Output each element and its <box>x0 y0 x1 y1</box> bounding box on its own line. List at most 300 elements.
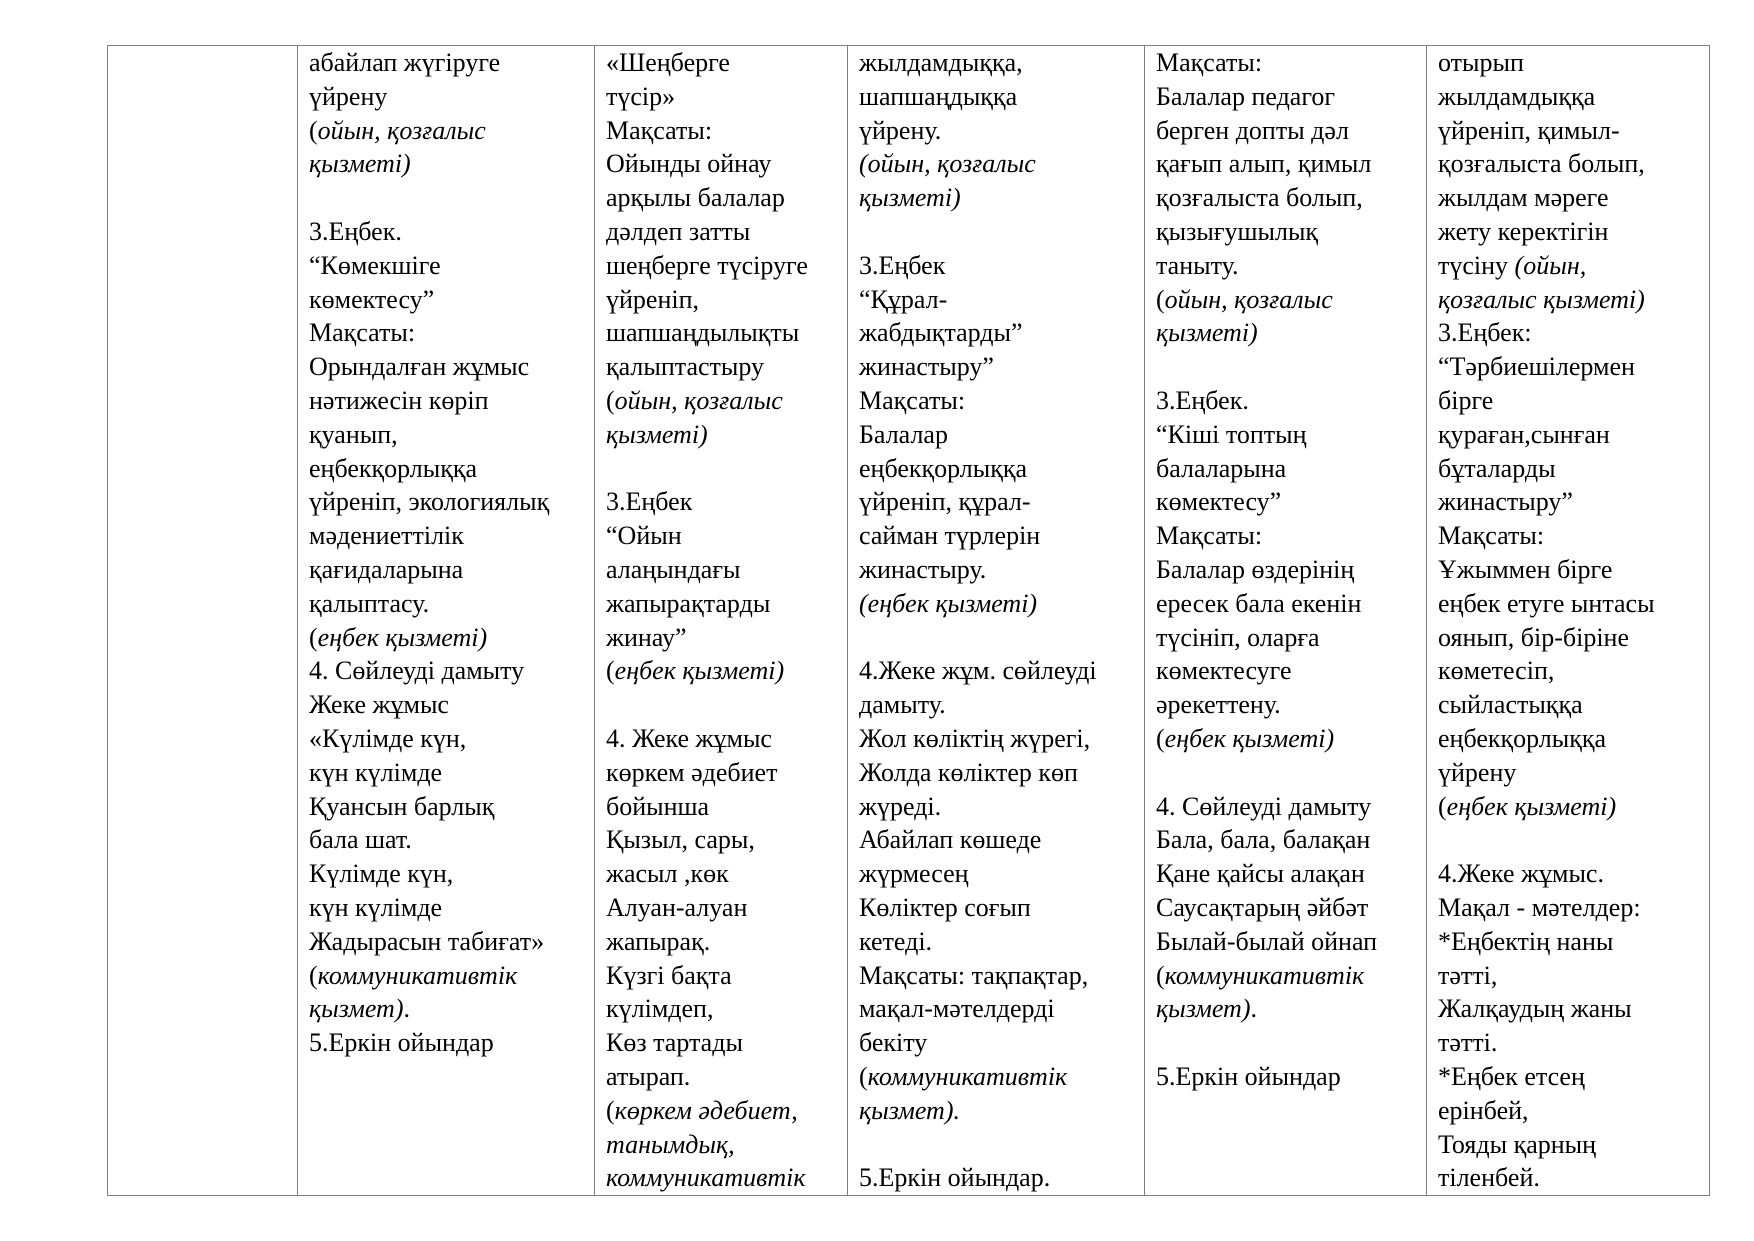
text-line <box>1438 1026 1709 1060</box>
text-segment: қызмет) <box>1156 994 1251 1024</box>
text-segment: Мақсаты: <box>859 385 966 415</box>
blank-line <box>1156 1026 1426 1060</box>
text-line <box>1156 621 1426 655</box>
text-segment: абайлап жүгіруге <box>309 48 501 77</box>
text-line <box>1438 80 1709 114</box>
text-segment: қуанып, <box>309 419 398 449</box>
text-line <box>309 316 594 350</box>
text-line <box>859 519 1144 553</box>
blank-line <box>309 181 594 215</box>
text-line <box>606 485 847 519</box>
text-segment: Жолда көліктер көп <box>859 757 1078 787</box>
text-segment: күлімдеп, <box>606 994 714 1024</box>
text-line <box>859 654 1144 688</box>
text-segment: үйрену <box>309 81 388 111</box>
text-segment: ( <box>309 115 318 145</box>
blank-line <box>1156 756 1426 790</box>
text-segment: ( <box>606 1095 615 1125</box>
text-line <box>1438 654 1709 688</box>
monday-cell <box>298 46 595 1196</box>
text-line <box>309 959 594 993</box>
text-segment: жасыл ,көк <box>606 859 729 889</box>
text-segment: Балалар <box>859 419 948 449</box>
text-line <box>309 857 594 891</box>
text-line <box>606 350 847 384</box>
text-line <box>859 181 1144 215</box>
text-segment: ( <box>309 960 318 990</box>
text-line <box>1156 857 1426 891</box>
text-segment: нәтижесін көріп <box>309 385 489 415</box>
text-segment: көркем әдебиет, <box>614 1095 798 1125</box>
text-segment: тәтті. <box>1438 1028 1498 1058</box>
text-segment: бірге <box>1438 385 1494 415</box>
text-line <box>606 80 847 114</box>
text-segment: қызметі) <box>859 183 961 213</box>
text-line <box>606 1026 847 1060</box>
text-line <box>1438 418 1709 452</box>
text-segment: Жол көліктің жүрегі, <box>859 723 1091 753</box>
text-segment: 3.Еңбек: <box>1438 318 1532 348</box>
text-line <box>309 80 594 114</box>
text-line <box>1156 823 1426 857</box>
text-line <box>1156 316 1426 350</box>
text-segment: жету керектігін <box>1438 216 1609 246</box>
text-segment: тіленбей. <box>1438 1163 1540 1193</box>
text-line <box>309 654 594 688</box>
text-segment: Балалар өздерінің <box>1156 554 1355 584</box>
text-segment: 5.Еркін ойындар <box>309 1028 494 1058</box>
text-segment: 4.Жеке жұм. сөйлеуді <box>859 656 1097 686</box>
text-line <box>606 857 847 891</box>
text-line <box>859 857 1144 891</box>
text-line <box>1156 992 1426 1026</box>
text-segment: ойын, қозғалыс <box>614 385 783 415</box>
text-segment: Күлімде күн, <box>309 859 454 889</box>
text-line <box>1438 925 1709 959</box>
text-line <box>1156 519 1426 553</box>
text-segment: Абайлап көшеде <box>859 825 1042 855</box>
text-line <box>1156 654 1426 688</box>
text-segment: дамыту. <box>859 690 946 720</box>
text-line <box>859 147 1144 181</box>
text-line <box>859 722 1144 756</box>
text-segment: . <box>1250 994 1257 1024</box>
text-line <box>606 181 847 215</box>
text-line <box>606 722 847 756</box>
blank-line <box>1156 350 1426 384</box>
text-line <box>1156 181 1426 215</box>
text-segment: танымдық, <box>606 1129 735 1159</box>
text-line <box>1156 215 1426 249</box>
text-segment: Саусақтарың әйбәт <box>1156 892 1369 922</box>
blank-line <box>859 215 1144 249</box>
text-line <box>1438 756 1709 790</box>
text-segment: үйрену. <box>859 115 942 145</box>
text-segment: қозғалыс қызметі) <box>1438 284 1645 314</box>
text-segment: оянып, бір-біріне <box>1438 622 1630 652</box>
text-segment: Мақсаты: <box>1438 521 1545 551</box>
text-segment: Бала, бала, балақан <box>1156 825 1371 855</box>
text-line <box>309 891 594 925</box>
text-line <box>309 587 594 621</box>
text-segment: ( <box>1156 284 1165 314</box>
thursday-cell <box>1145 46 1427 1196</box>
text-line <box>859 249 1144 283</box>
wednesday-cell <box>848 46 1145 1196</box>
text-segment: ( <box>859 1061 868 1091</box>
text-segment: 4. Сөйлеуді дамыту <box>1156 791 1372 821</box>
text-segment: Көз тартады <box>606 1028 743 1058</box>
text-line <box>859 283 1144 317</box>
text-segment: шапшаңдылықты <box>606 318 800 348</box>
text-line <box>859 114 1144 148</box>
text-line <box>1438 485 1709 519</box>
text-segment: Ұжыммен бірге <box>1438 554 1613 584</box>
text-line <box>309 249 594 283</box>
text-segment: үйреніп, экологиялық <box>309 487 550 517</box>
text-line <box>1438 350 1709 384</box>
text-line <box>1438 688 1709 722</box>
text-segment: тәтті, <box>1438 960 1498 990</box>
blank-line <box>606 452 847 486</box>
text-segment: ( <box>606 385 615 415</box>
text-segment: көмектесу” <box>1156 487 1282 517</box>
text-line <box>859 350 1144 384</box>
text-segment: Қане қайсы алақан <box>1156 859 1365 889</box>
text-segment: 4.Жеке жұмыс. <box>1438 859 1604 889</box>
text-segment: еңбекқорлыққа <box>859 453 1028 483</box>
text-segment: күн күлімде <box>309 757 443 787</box>
text-segment: ( <box>309 622 318 652</box>
text-segment: жүрмесең <box>859 859 969 889</box>
text-segment: ересек бала екенін <box>1156 588 1362 618</box>
text-line <box>606 891 847 925</box>
text-line <box>859 1026 1144 1060</box>
text-segment: 3.Еңбек <box>606 487 693 517</box>
text-line <box>1438 891 1709 925</box>
text-line <box>309 992 594 1026</box>
text-segment: (еңбек қызметі) <box>859 588 1038 618</box>
text-line <box>309 147 594 181</box>
text-segment: жинастыру. <box>859 554 987 584</box>
text-segment: күн күлімде <box>309 892 443 922</box>
text-line <box>1438 46 1709 80</box>
text-line <box>1438 147 1709 181</box>
text-line <box>1438 519 1709 553</box>
text-line <box>859 485 1144 519</box>
plan-table <box>107 45 1710 1196</box>
text-line <box>309 215 594 249</box>
text-segment: Мақсаты: тақпақтар, <box>859 960 1089 990</box>
text-line <box>859 452 1144 486</box>
text-line <box>1438 621 1709 655</box>
text-segment: жүреді. <box>859 791 942 821</box>
text-segment: жылдамдыққа <box>1438 81 1596 111</box>
blank-line <box>606 688 847 722</box>
text-segment: 3.Еңбек. <box>1156 385 1249 415</box>
blank-line <box>859 1128 1144 1162</box>
text-segment: қызметі) <box>1156 318 1258 348</box>
text-line <box>606 823 847 857</box>
text-segment: көметесіп, <box>1438 656 1555 686</box>
text-segment: Тояды қарның <box>1438 1129 1597 1159</box>
text-segment: 5.Еркін ойындар. <box>859 1163 1051 1193</box>
text-segment: “Құрал- <box>859 284 948 314</box>
text-line <box>606 384 847 418</box>
text-line <box>309 46 594 80</box>
text-segment: көркем әдебиет <box>606 757 778 787</box>
text-line <box>606 1094 847 1128</box>
text-segment: Жеке жұмыс <box>309 690 449 720</box>
text-segment: ойын, қозғалыс <box>1164 284 1333 314</box>
text-segment: еңбекқорлыққа <box>309 453 478 483</box>
text-line <box>859 80 1144 114</box>
text-segment: сыйластыққа <box>1438 690 1583 720</box>
text-segment: коммуникативтік <box>606 1163 806 1193</box>
text-line <box>1156 688 1426 722</box>
text-line <box>606 553 847 587</box>
text-segment: Күзгі бақта <box>606 960 732 990</box>
text-segment: әрекеттену. <box>1156 690 1281 720</box>
text-line <box>1438 249 1709 283</box>
text-line <box>1156 452 1426 486</box>
text-segment: мәдениеттілік <box>309 521 464 551</box>
text-line <box>606 147 847 181</box>
text-segment: “Ойын <box>606 521 682 551</box>
text-line <box>606 959 847 993</box>
text-segment: үйреніп, қимыл- <box>1438 115 1620 145</box>
text-line <box>606 46 847 80</box>
text-line <box>859 790 1144 824</box>
text-segment: (ойын, <box>1514 250 1587 280</box>
text-segment: Ойынды ойнау <box>606 149 772 179</box>
text-segment: 4. Сөйлеуді дамыту <box>309 656 525 686</box>
text-line <box>1438 316 1709 350</box>
text-segment: алаңындағы <box>606 554 741 584</box>
text-line <box>1438 1094 1709 1128</box>
text-line <box>1156 925 1426 959</box>
text-segment: түсір» <box>606 81 676 111</box>
text-segment: бекіту <box>859 1028 928 1058</box>
text-segment: бойынша <box>606 791 710 821</box>
text-segment: *Еңбек етсең <box>1438 1061 1585 1091</box>
text-segment: . <box>403 994 410 1024</box>
text-line <box>859 316 1144 350</box>
text-line <box>606 790 847 824</box>
text-line <box>606 654 847 688</box>
text-segment: Былай-былай ойнап <box>1156 926 1378 956</box>
text-line <box>1156 790 1426 824</box>
text-segment: дәлдеп затты <box>606 216 751 246</box>
text-line <box>1438 215 1709 249</box>
text-segment: жинастыру” <box>859 352 994 382</box>
text-line <box>859 46 1144 80</box>
text-line <box>309 823 594 857</box>
text-line <box>309 688 594 722</box>
text-line <box>1438 553 1709 587</box>
text-segment: Жалқаудың жаны <box>1438 994 1632 1024</box>
text-segment: жабдықтарды” <box>859 318 1023 348</box>
text-line <box>309 452 594 486</box>
text-segment: ( <box>1438 791 1447 821</box>
text-segment: түсіну <box>1438 250 1515 280</box>
text-segment: (ойын, қозғалыс <box>859 149 1036 179</box>
text-segment: атырап. <box>606 1061 691 1091</box>
text-line <box>309 790 594 824</box>
text-line <box>859 925 1144 959</box>
text-segment: жинастыру” <box>1438 487 1573 517</box>
text-line <box>309 756 594 790</box>
text-segment: «Күлімде күн, <box>309 723 467 753</box>
text-line <box>1156 147 1426 181</box>
text-segment: үйреніп, <box>606 284 700 314</box>
text-segment: бала шат. <box>309 825 412 855</box>
blank-line <box>1438 823 1709 857</box>
text-segment: ерінбей, <box>1438 1095 1529 1125</box>
text-line <box>606 418 847 452</box>
text-segment: мақал-мәтелдерді <box>859 994 1055 1024</box>
text-line <box>1156 553 1426 587</box>
text-segment: 3.Еңбек. <box>309 216 402 246</box>
text-segment: қозғалыста болып, <box>1156 183 1363 213</box>
table-row <box>108 46 1710 1196</box>
text-segment: балаларына <box>1156 453 1287 483</box>
text-segment: еңбек етуге ынтасы <box>1438 588 1655 618</box>
text-line <box>859 1161 1144 1195</box>
text-segment: қалыптастыру <box>606 352 765 382</box>
text-segment: ( <box>1156 723 1165 753</box>
blank-line <box>859 621 1144 655</box>
text-line <box>1156 891 1426 925</box>
text-segment: таныту. <box>1156 250 1239 280</box>
text-line <box>1438 722 1709 756</box>
text-line <box>859 823 1144 857</box>
text-segment: 4. Жеке жұмыс <box>606 723 772 753</box>
text-segment: отырып <box>1438 48 1524 77</box>
text-segment: “Тәрбиешілермен <box>1438 352 1635 382</box>
text-line <box>309 925 594 959</box>
text-segment: «Шеңберге <box>606 48 730 77</box>
text-line <box>606 1161 847 1195</box>
text-line <box>1438 114 1709 148</box>
text-line <box>1438 1161 1709 1195</box>
text-line <box>606 621 847 655</box>
text-segment: шеңберге түсіруге <box>606 250 808 280</box>
text-segment: көмектесу” <box>309 284 435 314</box>
text-segment: 5.Еркін ойындар <box>1156 1061 1341 1091</box>
text-segment: түсініп, оларға <box>1156 622 1320 652</box>
text-line <box>859 688 1144 722</box>
text-segment: еңбек қызметі) <box>1446 791 1617 821</box>
text-line <box>309 553 594 587</box>
text-segment: еңбекқорлыққа <box>1438 723 1607 753</box>
text-line <box>1156 80 1426 114</box>
text-segment: Орындалған жұмыс <box>309 352 530 382</box>
text-line <box>1438 992 1709 1026</box>
text-line <box>1438 959 1709 993</box>
text-segment: Көліктер соғып <box>859 892 1031 922</box>
friday-cell <box>1427 46 1710 1196</box>
text-line <box>859 587 1144 621</box>
text-segment: еңбек қызметі) <box>317 622 488 652</box>
text-segment: коммуникативтік <box>867 1061 1068 1091</box>
text-segment: қураған,сынған <box>1438 419 1610 449</box>
text-line <box>1438 1060 1709 1094</box>
text-line <box>1156 959 1426 993</box>
text-segment: Қуансын барлық <box>309 791 495 821</box>
text-line <box>1156 1060 1426 1094</box>
text-line <box>1438 181 1709 215</box>
text-line <box>309 621 594 655</box>
text-segment: жылдам мәреге <box>1438 183 1609 213</box>
text-segment: еңбек қызметі) <box>1164 723 1335 753</box>
text-line <box>1438 384 1709 418</box>
text-line <box>606 925 847 959</box>
text-line <box>859 756 1144 790</box>
text-line <box>1156 249 1426 283</box>
text-line <box>309 519 594 553</box>
text-segment: үйреніп, құрал- <box>859 487 1031 517</box>
text-segment: қызығушылық <box>1156 216 1319 246</box>
text-line <box>859 418 1144 452</box>
text-line <box>1156 114 1426 148</box>
text-line <box>859 992 1144 1026</box>
text-line <box>1438 857 1709 891</box>
text-line <box>309 350 594 384</box>
text-line <box>859 891 1144 925</box>
text-segment: Мақсаты: <box>606 115 713 145</box>
text-segment: қағып алып, қимыл <box>1156 149 1372 179</box>
text-segment: шапшаңдыққа <box>859 81 1018 111</box>
empty-index-cell <box>108 46 298 1196</box>
text-line <box>1156 722 1426 756</box>
text-segment: жинау” <box>606 622 687 652</box>
text-segment: көмектесуге <box>1156 656 1292 686</box>
text-segment: коммуникативтік <box>1164 960 1365 990</box>
text-line <box>606 316 847 350</box>
text-line <box>606 249 847 283</box>
text-line <box>1156 587 1426 621</box>
text-line <box>309 384 594 418</box>
text-line <box>309 485 594 519</box>
text-segment: Қызыл, сары, <box>606 825 755 855</box>
text-segment: Жадырасын табиғат» <box>309 926 545 956</box>
text-segment: қалыптасу. <box>309 588 430 618</box>
text-line <box>859 1060 1144 1094</box>
text-segment: жапырақтарды <box>606 588 771 618</box>
text-line <box>606 992 847 1026</box>
text-line <box>1156 46 1426 80</box>
text-segment: қозғалыста болып, <box>1438 149 1645 179</box>
text-line <box>606 283 847 317</box>
text-segment: ( <box>1156 960 1165 990</box>
text-segment: “Көмекшіге <box>309 250 441 280</box>
text-line <box>1156 384 1426 418</box>
text-segment: Мақсаты: <box>1156 521 1263 551</box>
text-line <box>859 1094 1144 1128</box>
text-segment: қызмет). <box>859 1095 960 1125</box>
text-segment: жапырақ. <box>606 926 711 956</box>
text-line <box>606 587 847 621</box>
text-line <box>606 519 847 553</box>
text-segment: еңбек қызметі) <box>614 656 785 686</box>
text-segment: қағидаларына <box>309 554 464 584</box>
text-segment: жылдамдыққа, <box>859 48 1023 77</box>
text-line <box>606 215 847 249</box>
text-segment: Мақсаты: <box>309 318 416 348</box>
text-segment: ( <box>606 656 615 686</box>
text-line <box>309 418 594 452</box>
